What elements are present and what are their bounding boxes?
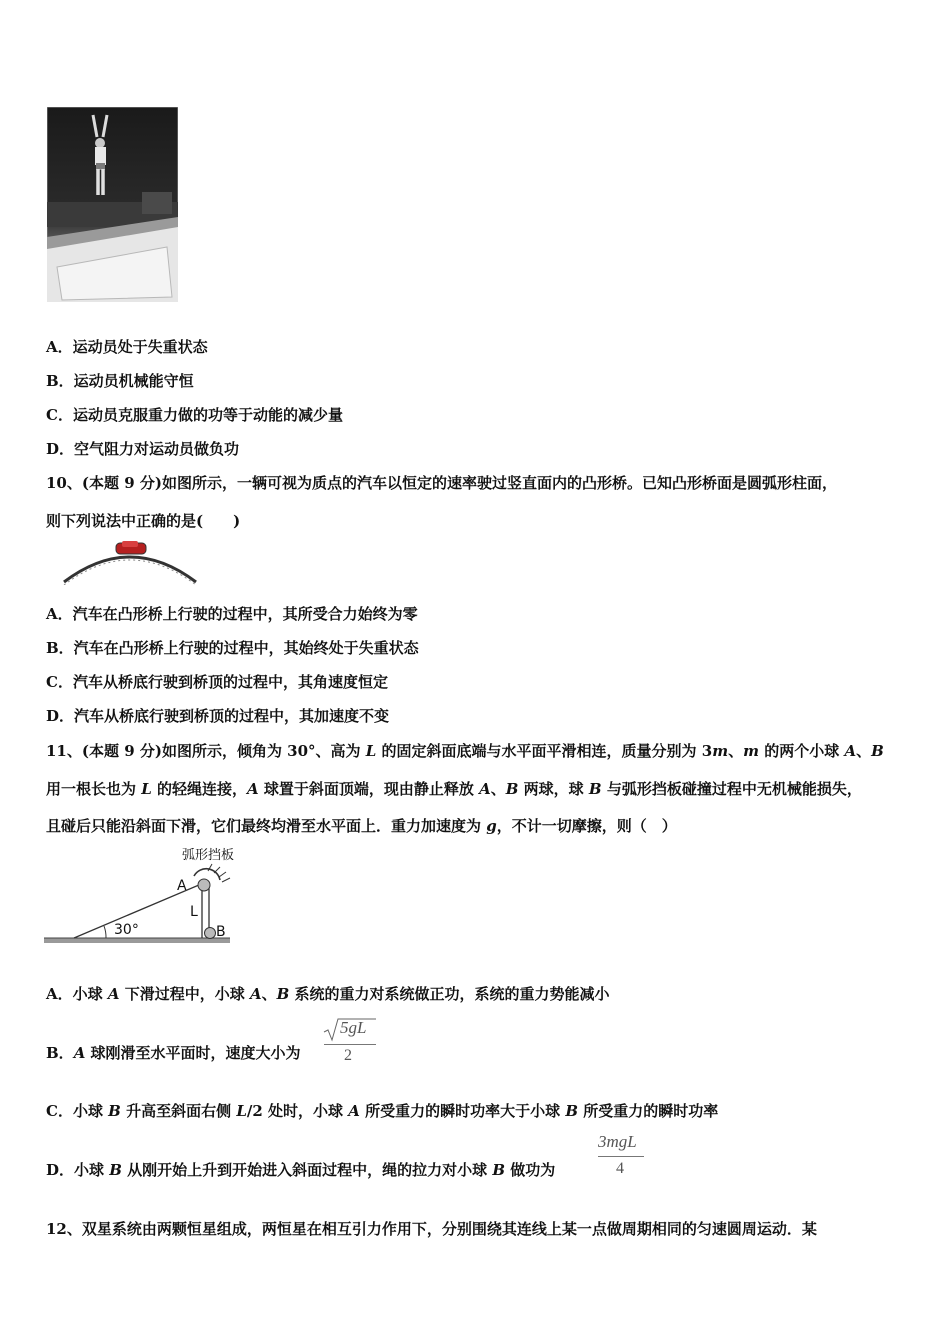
q10-option-a: A．汽车在凸形桥上行驶的过程中，其所受合力始终为零	[46, 605, 418, 623]
trampoline-photo	[47, 107, 178, 302]
fraction-denominator: 2	[344, 1047, 352, 1064]
fraction-denominator: 4	[616, 1160, 624, 1177]
q12-stem-line1: 12、双星系统由两颗恒星组成，两恒星在相互引力作用下，分别围绕其连线上某一点做周期相同的匀速圆周运动．某	[46, 1220, 817, 1238]
sqrt-radicand: 5gL	[340, 1018, 367, 1037]
q11-stem-line2: 用一根长也为 L 的轻绳连接，A 球置于斜面顶端，现由静止释放 A、B 两球，球 B 与弧形挡板碰撞过程中无机械能损失，	[46, 780, 862, 798]
convex-bridge-figure	[60, 540, 200, 585]
q11-option-b: B．A 球刚滑至水平面时，速度大小为	[46, 1044, 301, 1062]
q11-option-c: C．小球 B 升高至斜面右侧 L/2 处时，小球 A 所受重力的瞬时功率大于小球 B 所受重力的瞬时功率	[46, 1102, 719, 1120]
q11-option-d: D．小球 B 从刚开始上升到开始进入斜面过程中，绳的拉力对小球 B 做功为	[46, 1161, 556, 1179]
fraction-sqrt-5gl-over-2	[322, 1014, 378, 1068]
q10-stem-line2: 则下列说法中正确的是( )	[46, 512, 241, 530]
label-l: L	[190, 904, 198, 920]
angle-label: 30°	[114, 922, 139, 938]
q9-option-d: D．空气阻力对运动员做负功	[46, 440, 240, 458]
label-a: A	[177, 878, 187, 894]
q10-option-b: B．汽车在凸形桥上行驶的过程中，其始终处于失重状态	[46, 639, 419, 657]
q9-option-c: C．运动员克服重力做的功等于动能的减少量	[46, 406, 343, 424]
q11-option-a: A．小球 A 下滑过程中，小球 A、B 系统的重力对系统做正功，系统的重力势能减小	[46, 985, 610, 1003]
q10-option-c: C．汽车从桥底行驶到桥顶的过程中，其角速度恒定	[46, 673, 388, 691]
label-b: B	[216, 924, 226, 940]
q11-stem-line3: 且碰后只能沿斜面下滑，它们最终均滑至水平面上．重力加速度为 g，不计一切摩擦，则（ ）	[46, 817, 677, 835]
q10-stem-line1: 10、(本题 9 分)如图所示，一辆可视为质点的汽车以恒定的速率驶过竖直面内的凸形桥。已知凸形桥面是圆弧形柱面，	[46, 474, 837, 492]
q10-option-d: D．汽车从桥底行驶到桥顶的过程中，其加速度不变	[46, 707, 390, 725]
baffle-label: 弧形挡板	[182, 848, 235, 863]
q9-option-a: A．运动员处于失重状态	[46, 338, 208, 356]
q11-stem-line1: 11、(本题 9 分)如图所示，倾角为 30°、高为 L 的固定斜面底端与水平面平滑相连，质量分别为 3m、m 的两个小球 A、B	[46, 742, 884, 760]
fraction-3mgl-over-4	[596, 1132, 648, 1184]
q9-option-b: B．运动员机械能守恒	[46, 372, 194, 390]
fraction-numerator: 3mgL	[598, 1132, 637, 1151]
